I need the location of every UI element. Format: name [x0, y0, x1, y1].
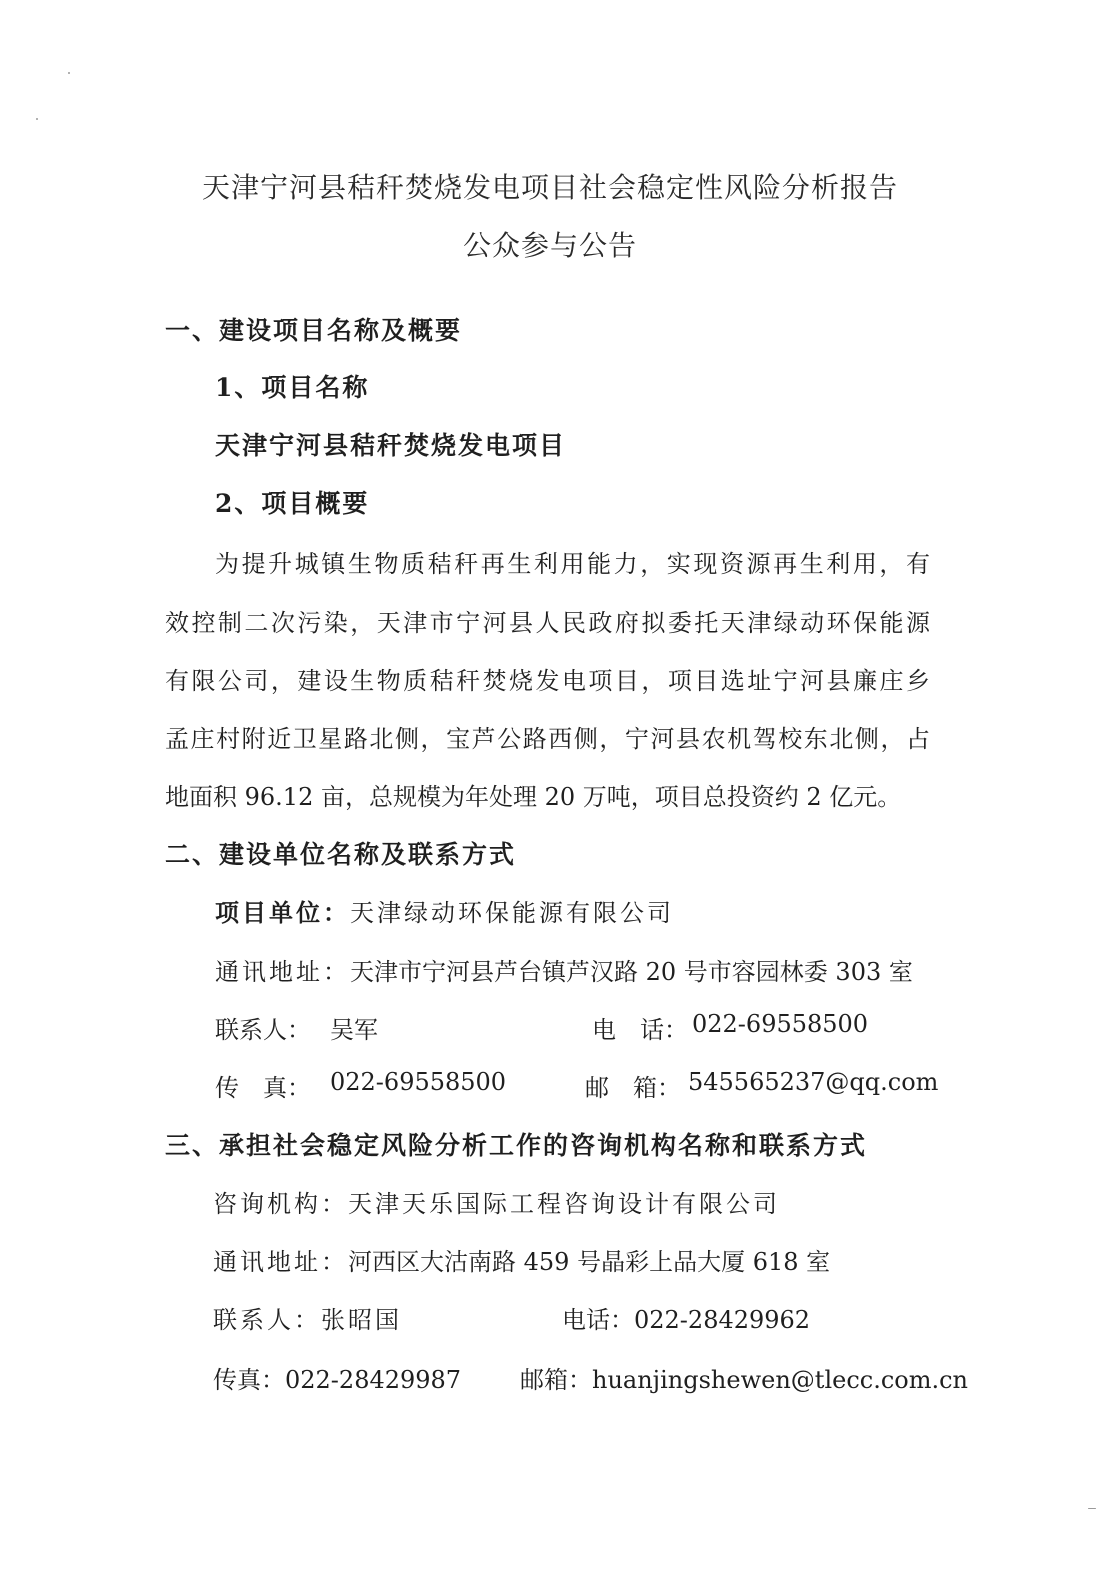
consult-contact-value: 张昭国 — [321, 1306, 402, 1334]
address-value: 天津市宁河县芦台镇芦汉路 20 号市容园林委 303 室 — [350, 958, 913, 986]
fax-label: 传 真： — [215, 1074, 311, 1102]
document-title: 天津宁河县秸秆焚烧发电项目社会稳定性风险分析报告 — [201, 171, 898, 204]
consult-phone-value: 022-28429962 — [634, 1306, 811, 1334]
scan-speck — [1088, 1508, 1096, 1509]
consult-fax-row — [213, 1360, 461, 1395]
scan-speck — [36, 118, 38, 120]
section-3-heading: 三、承担社会稳定风险分析工作的咨询机构名称和联系方式 — [165, 1131, 868, 1160]
consult-address-row — [213, 1242, 830, 1277]
section-1-heading: 一、建设项目名称及概要 — [165, 316, 463, 345]
summary-line: 为提升城镇生物质秸秆再生利用能力，实现资源再生利用，有 — [215, 550, 930, 578]
contact-label: 联系人： — [215, 1016, 311, 1044]
unit-value: 天津绿动环保能源有限公司 — [350, 899, 674, 927]
org-row — [213, 1184, 780, 1219]
section-2-heading: 二、建设单位名称及联系方式 — [165, 840, 517, 869]
org-value: 天津天乐国际工程咨询设计有限公司 — [348, 1190, 780, 1218]
consult-phone-label: 电话： — [562, 1306, 634, 1334]
unit-row — [215, 893, 674, 928]
section-1-sub1-heading: 1、项目名称 — [215, 373, 370, 402]
consult-fax-label: 传真： — [213, 1366, 285, 1394]
email-value: 545565237@qq.com — [688, 1068, 939, 1096]
consult-contact-row — [213, 1300, 402, 1335]
org-label: 咨询机构： — [213, 1190, 348, 1218]
email-label: 邮 箱： — [585, 1074, 681, 1102]
phone-value: 022-69558500 — [692, 1010, 869, 1038]
contact-value: 吴军 — [330, 1016, 378, 1044]
consult-address-value: 河西区大沽南路 459 号晶彩上品大厦 618 室 — [348, 1248, 831, 1276]
summary-line: 孟庄村附近卫星路北侧，宝芦公路西侧，宁河县农机驾校东北侧，占 — [165, 725, 930, 753]
consult-address-label: 通讯地址： — [213, 1248, 348, 1276]
consult-phone-row — [562, 1300, 810, 1335]
consult-email-value: huanjingshewen@tlecc.com.cn — [592, 1366, 969, 1394]
consult-fax-value: 022-28429987 — [285, 1366, 462, 1394]
document-subtitle: 公众参与公告 — [462, 229, 637, 262]
consult-email-label: 邮箱： — [520, 1366, 592, 1394]
phone-label: 电 话： — [592, 1016, 688, 1044]
summary-line: 地面积 96.12 亩，总规模为年处理 20 万吨，项目总投资约 2 亿元。 — [165, 783, 902, 811]
section-1-sub2-heading: 2、项目概要 — [215, 489, 370, 518]
project-name: 天津宁河县秸秆焚烧发电项目 — [215, 431, 567, 460]
consult-email-row — [520, 1360, 968, 1395]
unit-label: 项目单位： — [215, 898, 350, 927]
summary-line: 有限公司，建设生物质秸秆焚烧发电项目，项目选址宁河县廉庄乡 — [165, 667, 930, 695]
summary-line: 效控制二次污染，天津市宁河县人民政府拟委托天津绿动环保能源 — [165, 609, 930, 637]
address-label: 通讯地址： — [215, 958, 350, 986]
fax-value: 022-69558500 — [330, 1068, 507, 1096]
consult-contact-label: 联系人： — [213, 1306, 321, 1334]
scan-speck — [68, 72, 70, 74]
address-row — [215, 952, 913, 987]
